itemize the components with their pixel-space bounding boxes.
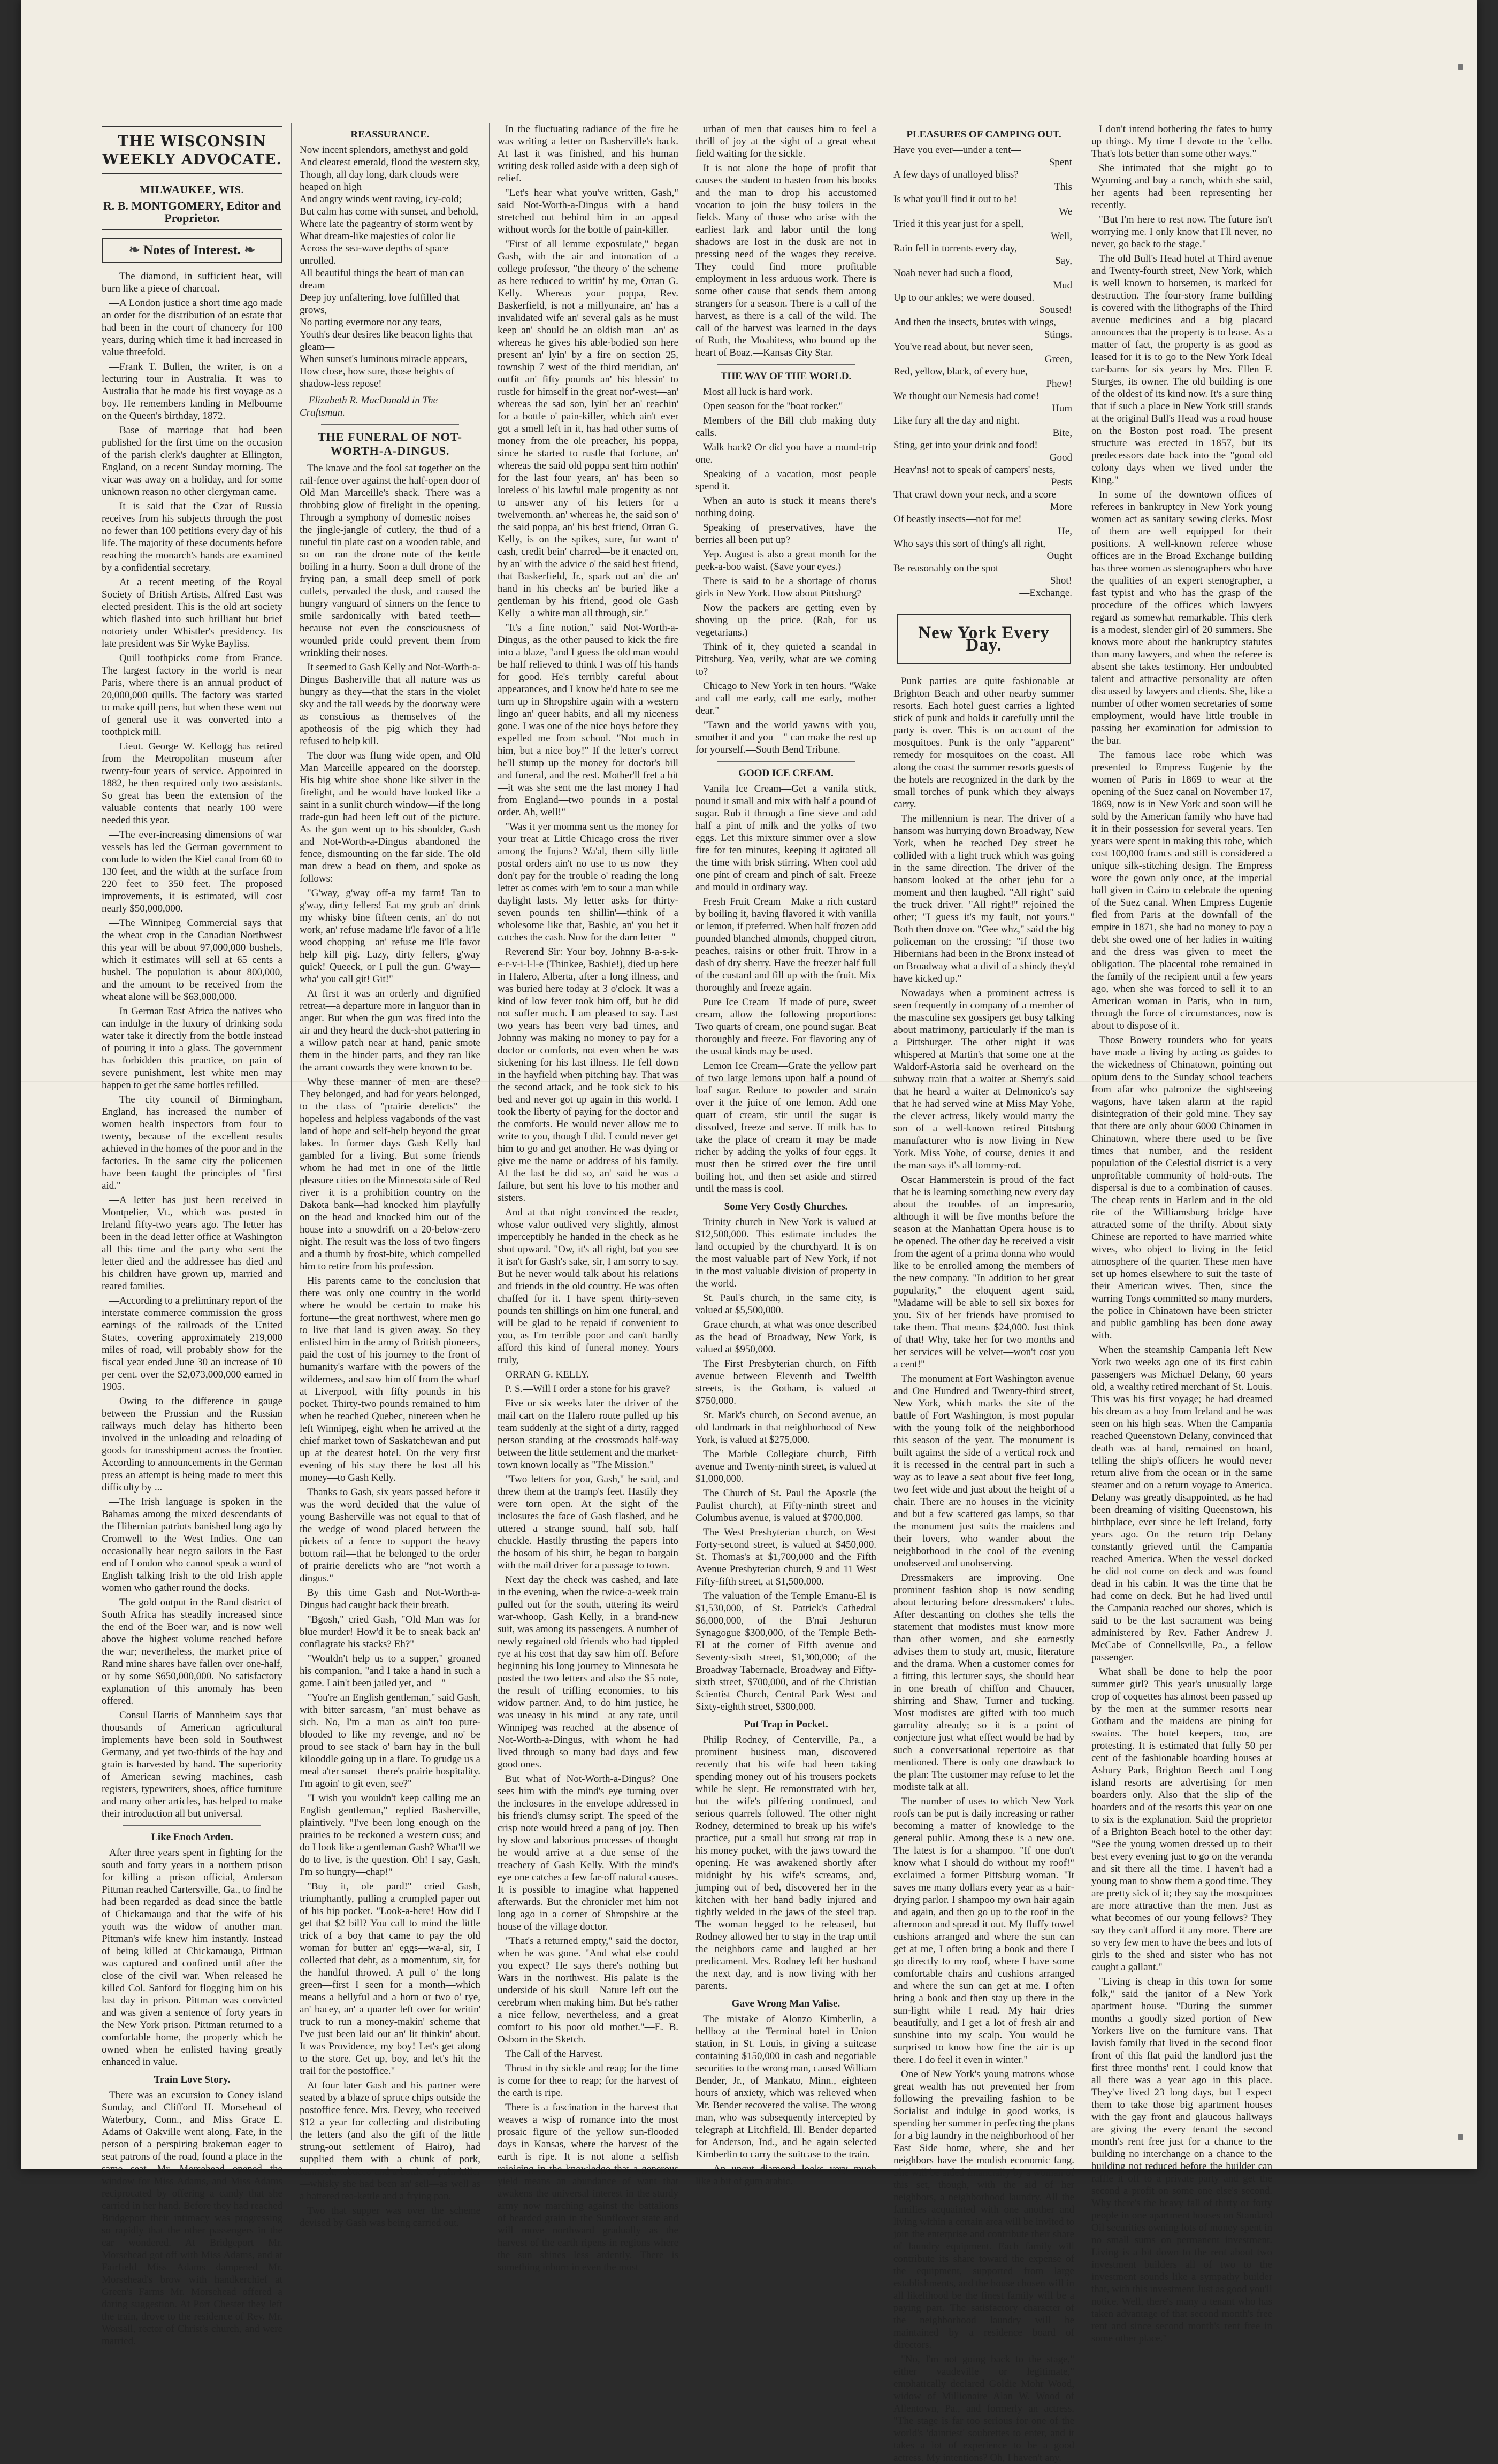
camping-line [893, 341, 1074, 353]
story-paragraph: Thrust in thy sickle and reap; for the time is come for thee to reap; for the harvest of the earth is ripe. [498, 2063, 678, 2099]
world-items [696, 386, 876, 756]
world-item: Speaking of a vacation, most people spend it. [696, 469, 876, 492]
divider [321, 424, 459, 425]
camping-line [893, 476, 1074, 488]
story-paragraph: —An uncut diamond looks very much like a bit of gum arabic. [696, 2163, 876, 2187]
ny-paragraph: She intimated that she might go to Wyoming and buy a ranch, which she said, her agents had been representing her recently. [1091, 163, 1272, 211]
trap-heading: Put Trap in Pocket. [744, 1719, 828, 1730]
camping-line-text: We thought our Nemesis had come! [893, 391, 1040, 402]
church-paragraph: St. Paul's church, in the same city, is valued at $5,500,000. [696, 1292, 876, 1316]
camping-rhyme-word: This [1054, 181, 1072, 193]
ny-paragraph: What shall be done to help the poor summer girl? This year's unusually large crop of coquettes has almost been passed up by the men at the summer resorts near Gotham and the maidens are pining for swains. The hotel keepers, too, are protesting. It is estimated that fully 50 per cent of the fashionable boarding houses at Asbury Park, Brighton Beech and Long island resorts are advertising for men boarders only. Also that the slip of the boarders and of the resorts this year on one to six is the explanation. Said the proprietor of a Brighton Beach hotel to the other day: "See the young women dressed up to their best every evening just to go on the veranda and sit there all the time. I haven't had a young man to show them a good time. They are pretty sick of it; they say the mosquitoes are more attractive than the men. Just as what becomes of our young fellows? They say they can't afford it any more. There are so very few men to have the bees and lots of girls to the shed and sister who has not caught a gallant." [1091, 1666, 1272, 1973]
church-paragraph: The Church of St. Paul the Apostle (the Paulist church), at Fifty-ninth street and Columbus avenue, is valued at $700,000. [696, 1488, 876, 1524]
ny-paragraph: Punk parties are quite fashionable at Brighton Beach and other nearby summer resorts. Each hotel guest carries a lighted stick of punk and holds it carefully until the party is over. This is on account of the mosquitoes. Punk is the only "apparent" remedy for mosquitoes on the coast. All along the coast the summer resorts guests of the hotels are recognized in the dark by the small torches of punk which they always carry. [893, 676, 1074, 810]
story-paragraph: Thanks to Gash, six years passed before it was the word decided that the value of young Basherville was not equal to that of the wedge of wood placed between the pickets of a fence to support the heavy bottom rail—that he belonged to the order of prairie derelicts who are "not worth a dingus." [300, 1487, 480, 1584]
world-item: Speaking of preservatives, have the berries all been put up? [696, 522, 876, 546]
ny-paragraph: When the steamship Campania left New York two weeks ago one of its first cabin passengers was Michael Delany, 60 years old, a wealthy retired merchant of St. Louis. This was his first voyage; he had dreamed his dream as a boy from Ireland and he was seen on his high seas. When the Campania reached Queenstown Delany, convinced that death was at hand, remained on board, telling the ship's officers he would never return alive from the ocean or in the same steamer and on a return voyage to America. Delany was greatly disappointed, as he had been dreaming of visiting Queenstown, his birthplace, ever since he left Ireland, forty years ago. On the return trip Delany constantly grieved until the Campania reached America. When the vessel docked he did not come on deck and was found dead in his cabin. It was the time that he had come on deck. But he had lived until the Campania reached our shores, which is said to be the last sacrament was being administered by Rev. Father Andrew J. McCabe of Connellsville, Pa., a fellow passenger. [1091, 1344, 1272, 1663]
ny-paragraph: Oscar Hammerstein is proud of the fact that he is learning something new every day about the troubles of an impresario, although it will be five months before the season at the Manhattan Opera house is to be opened. The other day he received a visit from the agent of a prima donna who would like to be enrolled among the members of the new company. "In addition to her great popularity," the eloquent agent said, "Madame will be able to sell six boxes for you. Six of her friends have promised to take them. That means $24,000. Just think of that! Why, take her for two months and her services will be velvet—won't cost you a cent!" [893, 1174, 1074, 1370]
poem-line: Where late the pageantry of storm went by [300, 218, 473, 229]
trap-text: Philip Rodney, of Centerville, Pa., a prominent business man, discovered recently that his wife had been taking spending money out of his trousers pockets while he slept. He remonstrated with her, but the wife's pilfering continued, and serious quarrels followed. The other night Rodney, determined to break up his wife's practice, put a small but strong rat trap in his money pocket, with the jaws toward the opening. He was awakened shortly after midnight by his wife's screams, and, jumping out of bed, discovered her in the kitchen with her hand badly injured and tightly welded in the jaws of the steel trap. The woman begged to be released, but Rodney allowed her to stay in the trap until the neighbors came and laughed at her predicament. Mrs. Rodney left her husband the next day, and is now living with her parents. [696, 1734, 876, 1992]
camping-line [893, 230, 1074, 242]
story-paragraph: urban of men that causes him to feel a thrill of joy at the sight of a great wheat field waiting for the sickle. [696, 124, 876, 159]
recipe-paragraph: Fresh Fruit Cream—Make a rich custard by boiling it, having flavored it with vanilla or lemon, if preferred. When half frozen add pounded blanched almonds, chopped citron, peaches, raisins or other fruit. Throw in a dash of dry sherry. Have the freezer half full of the custard and fill up with the fruit. Mix thoroughly and freeze again. [696, 896, 876, 993]
story-paragraph: There is a fascination in the harvest that weaves a wisp of romance into the most prosaic figure of the yellow sun-flooded days in Kansas, where the harvest of the earth is ripe. It is not alone a selfish rejoicing in the knowledge that a generous yield means an abundance of want that awakens the universal interest in the sturdy army now marching against the battalions of bearded grain in the Sunflower state and will move northward gradually as the harvest of the earth ripens in regions where the sun shines less ardently. There is something inborn in even the most [498, 2102, 678, 2273]
valise-heading: Gave Wrong Man Valise. [731, 1998, 840, 2009]
camping-line-text: Have you ever—under a tent— [893, 144, 1021, 156]
note-paragraph: —The Irish language is spoken in the Bahamas among the mixed descendants of the Hibernian patriots banished long ago by Cromwell to the West Indies. One can occasionally hear negro sailors in the East end of London who cannot speak a word of English talking Irish to the old Irish apple women who gather round the docks. [102, 1496, 282, 1594]
story-paragraph: "Let's hear what you've written, Gash," said Not-Worth-a-Dingus with a hand stretched out behind him in an appeal without words for the bottle of pain-killer. [498, 187, 678, 235]
camping-rhyme-word: Spent [1049, 157, 1072, 168]
story-paragraph: The mistake of Alonzo Kimberlin, a bellboy at the Terminal hotel in Union station, in St. Louis, in giving a suitcase containing $150,000 in cash and negotiable securities to the wrong man, caused William Bender, Jr., of Mankato, Minn., eighteen hours of anxiety, which was relieved when Mr. Bender recovered the valise. The wrong man, who was subsequently intercepted by telegraph at Litchfield, Ill. Bender departed for Anderson, Ind., and he again selected Kimberlin to carry the suitcase to the train. [696, 2014, 876, 2160]
ny-paragraph: The old Bull's Head hotel at Third avenue and Twenty-fourth street, New York, which is well known to horsemen, is marked for destruction. The four-story frame building is covered with the lithographs of the Third avenue medicines and a big placard announces that the property is to lease. As a matter of fact, the property is as good as leased for it is to go to the New York Ideal car-barns for six years by Mrs. Ellen F. Sturges, its owner. The old building is one of the oldest of its kind now. It's a sure thing that if such a place in New York still stands at the original Bull's Head was a road house on the Boston post road. The present structure was erected in 1857, but its predecessors date back into the "good old colony days when we lived under the King." [1091, 253, 1272, 486]
world-item: Think of it, they quieted a scandal in Pittsburg. Yea, verily, what are we coming to? [696, 641, 876, 677]
story-paragraph: "Two letters for you, Gash," he said, and threw them at the tramp's feet. Hastily they were torn open. At the sight of the inclosures the face of Gash flashed, and he uttered a strange sound, half sob, half chuckle. Hastily thrusting the papers into the bosom of his shirt, he began to bargain with the mail driver for a passage to town. [498, 1474, 678, 1571]
divider [123, 1825, 261, 1826]
churches-heading: Some Very Costly Churches. [724, 1201, 848, 1212]
world-item: When an auto is stuck it means there's nothing doing. [696, 495, 876, 519]
story-paragraph: "You're an English gentleman," said Gash, with bitter sarcasm, "an' must behave as sich. No, I'm a man as ain't too pure-blooded to like my revenge, and no' be proud to see stack o' barn hay in the bull kilooddle going up in a flare. To grudge us a meal a'ter sunset—there's prairie hospitality. I'm agoin' to git even, see?" [300, 1692, 480, 1789]
camping-line-text: Red, yellow, black, of every hue, [893, 366, 1028, 377]
story-paragraph: "First of all lemme expostulate," began Gash, with the air and intonation of a college professor, "the theory o' the scheme as here reduced to writin' by me, Orran G. Kelly. Whereas your poppa, Rev. Baskerfield, is not a millyunaire, an' has a invalidated wife an' several gals as he must keep an' should be an oldish man—an' as whereas he gives his able-bodied son here present an' lyin' by a fire on section 25, township 7 west of the third meridian, an' outfit an' fifty pounds an' his blessin' to rustle for himself in the great nor'-west—an' whereas the sad son, lyin' her an' reachin' for a bottle o' pain-killer, which ain't ever got a smell left in it, has had other sums of money from the ole preacher, his poppa, since he started to rustle that fortune, an' whereas the said old poppa sent him nothin' for the last four years, an' has been so loreless o' his lawful male progenity as not to answer any of his letters for a twelvemonth. an' whereas he, the said son o' the said poppa, an' his best friend, Orran G. Kelly, is on the spikes, sure, fur want o' cash, credit bein' charred—be it enacted on, by an' with the advice o' the said best friend, that Baskerfield, Jr., spark out an' die an' hand in his checks an' be buried like a gentleman by his friend, good ole Gash Kelly—a white man all through, sir." [498, 239, 678, 619]
camping-rhyme-word: Phew! [1046, 378, 1072, 389]
camping-line-text: Sting, get into your drink and food! [893, 440, 1038, 451]
camping-line [893, 439, 1074, 452]
ice-cream-recipes [696, 783, 876, 1195]
story-paragraph: "Wouldn't help us to a supper," groaned his companion, "and I take a hand in such a game. I ain't been jailed yet, and—" [300, 1653, 480, 1689]
story-paragraph: Reverend Sir: Your boy, Johnny B-a-s-k-e-r-v-i-l-l-e (Thinkee, Bashie!), died up here in Halero, Alberta, after a long illness, and was buried here today at 3 o'clock. It was a kind of low fever took him off, but he did not suffer much. I am pleased to say. Last two years has been very bad times, and Johnny was making no money to pay for a doctor or comforts, not even when he was sickening for his last illness. He fell down in the hayfield when pitching hay. That was the second attack, and he took sick to his bed and never got up again in this world. I took the liberty of paying for the doctor and the comforts. He would never allow me to write to you, though I did. I could never get him to go and get another. He was dying or give me the name or address of his family. At the last he did so, an' said he was a failure, but sent his love to his mother and sisters. [498, 946, 678, 1204]
story-paragraph: Two that supper was over the scheme devised by Gash was being carried out. [300, 2205, 480, 2229]
note-paragraph: —It is said that the Czar of Russia receives from his subjects through the post no fewer than 100 petitions every day of his life. The majority of these documents before reaching the monarch's hands are examined by a confidential secretary. [102, 501, 282, 573]
story-paragraph: His parents came to the conclusion that there was only one country in the world where he would be certain to make his fortune—the great northwest, where men go to live that land is given away. So they enlisted him in the army of British pioneers, paid the cost of his journey to the front of humanity's warfare with the powers of the wilderness, and saw him off from the wharf at Liverpool, with fifty pounds in his pocket. Thirty-two pounds remained to him when he reached Quebec, nineteen when he left Winnipeg, eight when he arrived at the chief market town of Saskatchewan and put up at the dearest hotel. On the very first evening of his stay there he lost all his money—to Gash Kelly. [300, 1275, 480, 1483]
recipe-paragraph: Vanila Ice Cream—Get a vanila stick, pound it small and mix with half a pound of sugar. Rub it through a fine sieve and add half a pint of milk and the yolks of two eggs. Let this mixture simmer over a slow fire for ten minutes, keeping it agitated all the time with brisk stirring. When cool add one pint of cream and pinch of salt. Freeze and mould in ordinary way. [696, 783, 876, 893]
divider [717, 364, 855, 365]
poem-line: When sunset's luminous miracle appears, [300, 354, 468, 365]
ornament-icon: ❧ [241, 243, 256, 257]
corner-mark [1458, 64, 1463, 70]
reassurance-poem [300, 144, 480, 390]
ornament-icon: ❧ [128, 243, 143, 257]
camping-line [893, 538, 1074, 550]
world-heading: THE WAY OF THE WORLD. [720, 371, 852, 382]
story-paragraph: ORRAN G. KELLY. [505, 1369, 590, 1380]
camping-rhyme-word: Shot! [1050, 575, 1072, 586]
corner-mark [1458, 2134, 1463, 2140]
note-paragraph: —Consul Harris of Mannheim says that thousands of American agricultural implements have been sold in Southwest Germany, and yet two-thirds of the hay and grain is harvested by hand. The superiority of American sewing machines, cash registers, typewriters, shoes, office furniture and many other articles, has helped to make their introduction all but universal. [102, 1710, 282, 1819]
note-paragraph: —Lieut. George W. Kellogg has retired from the Metropolitan museum after twenty-four years of service. Appointed in 1882, he then required only two assistants. So great has been the extension of the valuable contents that nearly 100 were needed this year. [102, 741, 282, 826]
poem-line: Youth's dear desires like beacon lights that gleam— [300, 329, 473, 353]
poem-attribution: —Elizabeth R. MacDonald in The Craftsman. [300, 395, 438, 418]
camping-rhyme-word: Bite, [1052, 427, 1072, 439]
camping-line [893, 242, 1074, 255]
camping-line [893, 316, 1074, 328]
camping-line [893, 353, 1074, 365]
story-paragraph: And at that night convinced the reader, whose valor outlived very slightly, almost imperceptibly he handed in the check as he shot upward. "Ow, it's all right, but you see it isn't for Gash's sake, sir, I am sorry to say. But he never would talk about his relations and friends in the old country. He was often chaffed for it. I have spent thirty-seven pounds ten shillings on him one funeral, and will be glad to be repaid if convenient to you, as I'm terrible poor and can't hardly afford this kind of funeral money. Yours truly, [498, 1207, 678, 1366]
camping-rhyme-word: Ought [1046, 550, 1072, 562]
camping-line [893, 304, 1074, 316]
camping-rhyme-word: He, [1058, 526, 1072, 537]
funeral-story-continued [498, 123, 678, 2274]
camping-rhyme-word: Green, [1044, 354, 1072, 365]
world-item: Now the packers are getting even by shoving up the price. (Rah, for us vegetarians.) [696, 602, 876, 638]
story-paragraph: "It's a fine notion," said Not-Worth-a-Dingus, as the other paused to kick the fire into a blaze, "and I guess the old man would be half relieved to think I was off his hands for good. He's terribly careful about appearances, and I know he'd hate to see me turn up in Shropshire again with a western lingo an' queer habits, and all my niceness gone. I was one of the nice boys before they expelled me from school. "Not much in him, but a nice boy!" If the letter's correct he'll stump up the money for doctor's bill and funeral, and the rest. Mother'll fret a bit—it was she sent me the last money I had from England—two pounds in a postal order. Ah, well!" [498, 622, 678, 818]
column-1 [102, 123, 282, 2347]
camping-line [893, 193, 1074, 205]
column-3 [498, 123, 678, 2273]
camping-line [893, 218, 1074, 230]
camping-heading: PLEASURES OF CAMPING OUT. [906, 129, 1061, 140]
camping-line [893, 427, 1074, 439]
camping-rhyme-word: Say, [1054, 255, 1072, 266]
column-rule [291, 123, 292, 2140]
camping-rhyme-word: We [1059, 206, 1072, 217]
camping-line [893, 525, 1074, 538]
recipe-paragraph: Lemon Ice Cream—Grate the yellow part of two large lemons upon half a pound of loaf sugar. Reduce to powder and strain over it the juice of one lemon. Add one quart of cream, stir until the sugar is dissolved, freeze and serve. If milk has to take the place of cream it may be made richer by adding the yolks of four eggs. It must then be stirred over the fire until boiling hot, and then set aside and stirred until the mass is cool. [696, 1060, 876, 1195]
ny-paragraph: The millennium is near. The driver of a hansom was hurrying down Broadway, New York, when he reached Dey street he collided with a light truck which was going in the same direction. The driver of the hansom looked at the other jehu for a moment and then laughed. "All right" said the truck driver. "All right!" rejoined the other; "I guess it's my fault, not yours." Both then drove on. "Gee whz," said the big policeman on the crossing; "if those two Hibernians had been in the Bronx instead of on Broadway what a divil of a shindy they'd have kicked up." [893, 813, 1074, 984]
camping-line-text: Tried it this year just for a spell, [893, 218, 1024, 229]
camping-poem [893, 144, 1074, 599]
note-paragraph: —Owing to the difference in gauge between the Prussian and the Russian railways much delay has hitherto been involved in the unloading and reloading of goods for transshipment across the frontier. According to announcements in the German press an attempt is being made to meet this difficulty by ... [102, 1396, 282, 1493]
world-item: Yep. August is also a great month for the peek-a-boo waist. (Save your eyes.) [696, 549, 876, 572]
camping-line [893, 452, 1074, 464]
story-paragraph: The door was flung wide open, and Old Man Marceille appeared on the doorstep. His big white shoe shone like silver in the firelight, and he would have looked like a saint in a sunlit church window—if the long trade-gun had been left out of the picture. As the gun went up to his shoulder, Gash and Not-Worth-a-Dingus abandoned the fence, dismounting on the far side. The old man drew a bead on them, and spoke as follows: [300, 750, 480, 884]
ny-paragraph: One of New York's young matrons whose great wealth has not prevented her from following the prevailing fashion to be Socialist and indulge in good works, is spending her summer in perfecting the plans for a big laundry in the neighborhood of her East Side home, where, she and her neighbors have the modish economic fang. She will be aided financially by a woman of this set, though, with the aid of her neighbors, a neighborhood laundry. All the families acquainted with one another and living within a certain area will be invited to join the enterprise and contribute their share of laundry equipment. Each family will contribute its share toward the expense of the equipment, supported from large establishments, and the house chosen will in all likelihood be the finest family will be a paying part. The satisfactory character of the neighborhood laundry will be maintained by a residence board of directors. [893, 2069, 1074, 2351]
world-item: Walk back? Or did you have a round-trip one. [696, 442, 876, 465]
church-paragraph: The valuation of the Temple Emanu-El is $1,530,000, of St. Patrick's Cathedral $6,000,000, of the B'nai Jeshurun Synagogue $300,000, of the Temple Beth-El at the corner of Fifth avenue and Seventy-sixth street, $1,300,000; of the Broadway Tabernacle, Broadway and Fifty-sixth street, $700,000, and of the Christian Scientist Church, Central Park West and Sixty-eighth street, $300,000. [696, 1590, 876, 1712]
masthead-title: THE WISCONSIN WEEKLY ADVOCATE. [102, 126, 282, 175]
camping-rhyme-word: Pests [1051, 477, 1072, 488]
arden-text: After three years spent in fighting for the south and forty years in a northern prison for killing a prison official, Anderson Pittman reached Cartersville, Ga., to find he had been regarded as dead since the battle of Chickamauga and that the wife of his youth was the widow of another man. Pittman's wife knew him instantly. Instead of being killed at Chickamauga, Pittman was captured and confined until after the close of the civil war. When released he killed Col. Sanford for flogging him on his last day in prison. Pittman was convicted and was given a sentence of forty years in the New York prison. Pittman returned to a comfortable home, the property which he owned when he enlisted having greatly enhanced in value. [102, 1847, 282, 2068]
camping-line [893, 464, 1074, 476]
masthead-city: MILWAUKEE, WIS. [140, 184, 244, 196]
masthead-editor: R. B. MONTGOMERY, Editor and Proprietor. [102, 200, 282, 231]
recipe-paragraph: Pure Ice Cream—If made of pure, sweet cream, allow the following proportions: Two quarts of cream, one pound sugar. Beat thoroughly and freeze. For flavoring any of the usual kinds may be used. [696, 997, 876, 1057]
column-2 [300, 123, 480, 2229]
note-paragraph: —According to a preliminary report of the interstate commerce commission the gross earnings of the railroads of the United States, covering approximately 219,000 miles of road, will probably show for the fiscal year ended June 30 an increase of 10 per cent. over the $2,073,000,000 earned in 1905. [102, 1295, 282, 1392]
church-paragraph: Grace church, at what was once described as the head of Broadway, New York, is valued at $950,000. [696, 1319, 876, 1355]
new-york-items-continued [1091, 123, 1272, 2345]
divider [717, 761, 855, 762]
note-paragraph: —The gold output in the Rand district of South Africa has steadily increased since the end of the Boer war, and is now well above the highest volume reached before the war; nevertheless, the market price of Rand mine shares have fallen over one-half, or by some $650,000,000. No satisfactory explanation of this anomaly has been offered. [102, 1597, 282, 1707]
world-item: Chicago to New York in ten hours. "Wake and call me early, call me early, mother dear." [696, 680, 876, 716]
camping-line [893, 415, 1074, 427]
camping-line [893, 378, 1074, 390]
camping-line [893, 513, 1074, 525]
notes-list [102, 270, 282, 1820]
camping-rhyme-word: Good [1049, 452, 1072, 463]
note-paragraph: —The city council of Birmingham, England, has increased the number of women health inspectors from four to twenty, because of the excellent results achieved in the homes of the poor and in the factories. In the same city the policemen have been taught the principles of "first aid." [102, 1094, 282, 1191]
new-york-every-day-heading: New York Every Day. [918, 623, 1050, 655]
camping-rhyme-word: Soused! [1039, 304, 1072, 316]
camping-line [893, 156, 1074, 169]
story-paragraph: Why these manner of men are these? They belonged, and had for years belonged, to the class of "prairie derelicts"—the hopeless and helpless vagabonds of the vast land of hope and self-help beyond the great lakes. In former days Gash Kelly had gambled for a living. But some friends whom he had met in one of the little pleasure cities on the Minnesota side of Red river—it is a prohibition country on the Dakota bank—had knocked him playfully on the head and knocked him out of the house into a snowdrift on a 20-below-zero night. The result was the loss of two fingers and a thumb by frost-bite, which compelled him to retire from his profession. [300, 1076, 480, 1272]
story-paragraph: At first it was an orderly and dignified retreat—a departure more in languor than in anger. But when the gun was fired into the air and they heard the duck-shot pattering in a willow patch near at hand, panic smote them in the hinder parts, and they ran like the arrant cowards they were known to be. [300, 988, 480, 1073]
ny-paragraph: I don't intend bothering the fates to hurry up things. My time I devote to the 'cello. That's lots better than some other ways." [1091, 124, 1272, 159]
notes-heading: Notes of Interest. [143, 243, 241, 257]
poem-line: And clearest emerald, flood the western sky, [300, 157, 480, 168]
story-paragraph: Five or six weeks later the driver of the mail cart on the Halero route pulled up his team suddenly at the sight of a dirty, ragged person standing at the crossroads half-way between the little settlement and the market-town known locally as "The Mission." [498, 1398, 678, 1471]
ny-paragraph: Nowadays when a prominent actress is seen frequently in company of a member of the masculine sex gossipers get busy talking about matrimony, particularly if the man is a Pittsburger. The other night it was whispered at Martin's that some one at the Waldorf-Astoria said he overheard on the subway train that a waiter at Sherry's said that he heard a waiter at Delmonico's say that he had served wine at Miss May Yohe, the clever actress, likely would marry the son of a well-known retired Pittsburg manufacturer who is now living in New York. Miss Yohe, of course, denies it and the man says it's all tommy-rot. [893, 988, 1074, 1171]
poem-line: Across the sea-wave depths of space unrolled. [300, 243, 449, 266]
camping-line-text: Like fury all the day and night. [893, 415, 1020, 426]
notes-banner [102, 238, 282, 263]
world-item: Open season for the "boat rocker." [703, 401, 843, 412]
camping-line [893, 255, 1074, 267]
church-paragraph: The West Presbyterian church, on West Forty-second street, is valued at $450,000. St. Thomas's at $1,700,000 and the Fifth Avenue Presbyterian church, 9 and 11 West Fifty-fifth street, at $1,500,000. [696, 1527, 876, 1587]
story-paragraph: It seemed to Gash Kelly and Not-Worth-a-Dingus Basherville that all nature was as hungry as they—that the stars in the violet sky and the tall weeds by the doorway were as conscious as themselves of the apotheosis of the pig which they had refused to help kill. [300, 662, 480, 747]
camping-line [893, 402, 1074, 415]
ice-cream-heading: GOOD ICE CREAM. [738, 768, 834, 779]
story-paragraph: "Bgosh," cried Gash, "Old Man was for blue murder! How'd it be to sneak back an' conflagrate his stacks? Eh?" [300, 1614, 480, 1650]
camping-line [893, 550, 1074, 562]
church-paragraph: St. Mark's church, on Second avenue, an old landmark in that neighborhood of New York, is valued at $275,000. [696, 1410, 876, 1445]
ny-paragraph: Dressmakers are improving. One prominent fashion shop is now sending about lecturing before dressmakers' clubs. After descanting on clothes she tells the statement that modistes must know more than other women, and she earnestly advises them to study art, music, literature and the drama. When a customer comes for a fitting, this lecturer says, she should hear in one breath of chiffon and Chaucer, shirring and Shaw, Turner and tucking. Most modistes are gifted with too much garrulity already; so it is a point of conjecture just what effect would be had by such a conversational repertoire as that mentioned. There is only one drawback to the plan: The customer may refuse to let the modiste talk at all. [893, 1572, 1074, 1793]
camping-line [893, 390, 1074, 402]
poem-line: Now incent splendors, amethyst and gold [300, 144, 468, 156]
camping-line [893, 279, 1074, 292]
camping-line-text: And then the insects, brutes with wings, [893, 317, 1056, 328]
camping-line [893, 205, 1074, 218]
column-5 [893, 123, 1074, 2463]
story-paragraph: It is not alone the hope of profit that causes the student to hasten from his books and the man to drop his accustomed vocation to join the busy toilers in the fields. Many of those who arise with the earliest lark and labor until the long shadows are lost in the dusk are not in pressing need of the wages they receive. They could find more profitable employment in less arduous work. There is some other cause that sends them among strangers for a season. There is a call of the harvest, as there is a call of the wild. The call of the harvest was learned in the days of Ruth, the Moabitess, who bound up the heart of Boaz.—Kansas City Star. [696, 163, 876, 358]
funeral-heading: THE FUNERAL OF NOT-WORTH-A-DINGUS. [318, 430, 462, 457]
poem-line: But calm has come with sunset, and behold, [300, 206, 479, 217]
note-paragraph: —In German East Africa the natives who can indulge in the luxury of drinking soda water take it directly from the bottle instead of pouring it into a glass. The government has forbidden this practice, on pain of severe punishment, lest white men may happen to get the same bottles refilled. [102, 1006, 282, 1091]
new-york-items [893, 675, 1074, 2464]
world-item: There is said to be a shortage of chorus girls in New York. How about Pittsburg? [696, 576, 876, 599]
camping-line [893, 488, 1074, 501]
ny-paragraph: "Living is cheap in this town for some folk," said the janitor of a New York apartment house. "During the summer months a goodly sized portion of New Yorkers live on the furniture vans. That lavish family that lived in the second floor front of this flat paid the landlord just the first three months' rent. I could know that all there was a year ago in this place. They've lived 23 long days, but I expect them to take those big apartment houses with the gay front and glaucous hallways are giving the every tenant the second month's rent free just for a chance to the building no interchange on a chance to the building not reduced before the builder can raffle it off to a private party and get the second a profit on some one else's second. Why there's the heavy fall of thirty or forty people in one apartment houses on Standard Oil securities owning lots of money spent in no small sums on permanent investment. Living is a bit down to the rent about two investment builders all of two to the investment sounds like a sympathy builder that, with this investment Just as good you'll notice. Well, there's many a tenant who has taken advantage of that second month's free rent and since second month's rent free in some other place." [1091, 1976, 1272, 2344]
train-text: There was an excursion to Coney island Sunday, and Clifford H. Morsehead of Waterbury, Conn., and Miss Grace E. Adams of Oakville went along. Fate, in the person of a perspiring brakeman eager to seat patrons of the road, found a place in the same seat. Mr. Morsehead opened the window for Miss Adams, and Miss Adams reciprocated by offering a candy that she carried in her hand. Before they had reached Bridgeport their intimacy was progressing so rapidly that the other passengers in the car wondered. At Bridgeport Mr. Morsehead got off with Miss Adams, and at Fairfield Miss Adams dampened Mr. Morsehead's brow with handkerchief at Green's Farms Mr. Morsehead offered a daring suggestion. At Port Chester they left the train, drove to the residence of Rev. Mr. Worsall, rector of Christ's church, and were married. [102, 2090, 282, 2347]
poem-line: How close, how sure, those heights of shadow-less repose! [300, 366, 455, 389]
camping-line [893, 169, 1074, 181]
story-paragraph: In the fluctuating radiance of the fire he was writing a letter on Basherville's back. At last it was finished, and his human writing desk rolled aside with a deep sigh of relief. [498, 124, 678, 184]
poem-line: What dream-like majesties of color lie [300, 231, 456, 242]
camping-line-text: You've read about, but never seen, [893, 341, 1033, 353]
note-paragraph: —Base of marriage that had been published for the first time on the occasion of the parish clerk's daughter at Ellington, England, on a recent Sunday morning. The vicar was away on a holiday, and for some unknown reason no other clergyman came. [102, 425, 282, 498]
story-paragraph: "G'way, g'way off-a my farm! Tan to g'way, dirty fellers! Eat my grub an' drink my whisky bine fifteen cents, an' do not work, an' refuse madame li'le favor of a li'le wood chopping—an' refuse me li'le favor help kill pig. Lazy, dirty fellers, g'way quick! Queeck, or I pull the gun. G'way—wha' you call git! Git!" [300, 887, 480, 985]
poem-line: And angry winds went raving, icy-cold; [300, 194, 462, 205]
camping-line [893, 501, 1074, 513]
valise-story [696, 2013, 876, 2187]
note-paragraph: —Quill toothpicks come from France. The largest factory in the world is near Paris, where there is an annual product of 20,000,000 quills. The factory was started to make quill pens, but when these went out of general use it was converted into a toothpick mill. [102, 653, 282, 738]
camping-line-text: Heav'ns! not to speak of campers' nests, [893, 464, 1056, 476]
ny-paragraph: The number of uses to which New York roofs can be put is daily increasing or rather becoming a matter of knowledge to the general public. Among these is a new one. The latest is for a shampoo. "If one don't know what I should do without my roof!" exclaimed a former Pittsburg woman. "It saves me many dollars every year as a hair-drying parlor. I shampoo my own hair again and again, and then go up to the roof in the afternoon and spread it out. My fluffy towel cushions arranged and where the sun can get at me, I often bring a book and there I go directly to my roof, where I have some comfortable chairs and cushions arranged and where the sun can get at me. I often bring a book and then stay up there in the sun-light while I read. My hair dries beautifully, and I get a lot of fresh air and sunshine into my scalp. You would be surprised to know how fine the air is up there. I do feel it even in winter." [893, 1796, 1074, 2065]
note-paragraph: —At a recent meeting of the Royal Society of British Artists, Alfred East was elected president. This is the old art society which flashed into such brilliant but brief notoriety under Whistler's presidency. Its late president was Sir Wyke Bayliss. [102, 577, 282, 649]
world-item: Most all luck is hard work. [703, 386, 813, 397]
camping-line-text: Rain fell in torrents every day, [893, 243, 1017, 254]
camping-line-text: Up to our ankles; we were doused. [893, 292, 1035, 303]
note-paragraph: —A London justice a short time ago made an order for the distribution of an estate that had been in the court of chancery for 100 years, during which time it had increased in value threefold. [102, 297, 282, 358]
camping-line [893, 562, 1074, 575]
poem-line: Though, all day long, dark clouds were heaped on high [300, 169, 459, 193]
camping-line-text: Noah never had such a flood, [893, 267, 1013, 279]
world-item: Members of the Bill club making duty calls. [696, 415, 876, 439]
poem-line: Deep joy unfaltering, love fulfilled that grows, [300, 292, 460, 316]
camping-rhyme-word: Hum [1052, 403, 1072, 414]
camping-line-text: A few days of unalloyed bliss? [893, 169, 1019, 180]
story-paragraph: "I wish you wouldn't keep calling me an English gentleman," replied Basherville, plaintively. "I've been long enough on the prairies to be reckoned a western cuss; and do I look like a gentleman Gash? What'll we do to live, is the question. Oh! I say, Gash, I'm so hungry—chap!" [300, 1793, 480, 1878]
story-paragraph: At four later Gash and his partner were seated by a blaze of spruce chips outside the postoffice fence. Mrs. Devey, who received $12 a year for collecting and distributing the letters (and also the gift of the little strung-out settlement of Hairo), had supplied them with a chunk of pork, bannock, tobacco and a bottle of pain-killer—whisky she had been an' sell—as well as a battered tea-kettle and a frying pan. [300, 2080, 480, 2202]
camping-line [893, 181, 1074, 193]
camping-rhyme-word: Well, [1050, 231, 1072, 242]
note-paragraph: —Frank T. Bullen, the writer, is on a lecturing tour in Australia. It was to Australia that he made his first voyage as a boy. He remembers landing in Melbourne on the Queen's birthday, 1872. [102, 361, 282, 422]
world-item: "Tawn and the world yawns with you, smother it and you—" can make the rest up for yourself.—South Bend Tribune. [696, 720, 876, 755]
camping-line-text: Be reasonably on the spot [893, 563, 999, 574]
story-paragraph: The Call of the Harvest. [505, 2048, 603, 2060]
ny-paragraph: In some of the downtown offices of referees in bankruptcy in New York young women act as sanitary sewing clerks. Most of them are well equipped for their positions. A well-known referee whose offices are in the Broad Exchange building has three women as stenographers who have the qualities of an expert stenographer, a fast typist and who has the grasp of the procedure of the offices which lawyers regard as somewhat remarkable. This clerk is a modest, slender girl of 20 summers. She knows more about the bankruptcy statutes than many lawyers, and when the referee is absent she takes testimony. Her undoubted talent and attractive personality are often discussed by lawyers and clients. She, like a number of other women secretaries of some employment, would have little trouble in passing her examination for admission to the bar. [1091, 489, 1272, 746]
train-heading: Train Love Story. [154, 2074, 231, 2085]
funeral-story [300, 462, 480, 2229]
column-rule [489, 123, 490, 2140]
camping-rhyme-word: —Exchange. [1019, 587, 1072, 599]
ny-paragraph: "But I'm here to rest now. The future isn't worrying me. I only know that I'll never, no never, go back to the stage." [1091, 214, 1272, 250]
ny-paragraph: The famous lace robe which was presented to Empress Eugenie by the women of Paris in 1869 to wear at the opening of the Suez canal on November 17, 1869, now is in New York and soon will be sold by the American family who have had it in their possession for several years. Ten years were spent in making this robe, which cost 100,000 francs and still is considered a unique silk-stitching design. The Empress wore the gown only once, at the imperial ball given in Cairo to celebrate the opening of the Suez canal. When Empress Eugenie fled from Paris at the downfall of the empire in 1871, she had no money to pay a debt she owed one of her ladies in waiting and the dress was given to meet the obligation. The placental robe remained in the family of the recipient until a few years ago, when she was forced to sell it to an American woman in Paris, who in turn, through the force of circumstances, now is about to dispose of it. [1091, 749, 1272, 1031]
camping-rhyme-word: Mud [1053, 280, 1072, 291]
ny-paragraph: Those Bowery rounders who for years have made a living by acting as guides to the wickedness of Chinatown, pointing out opium dens to the Sunday school teachers from afar who patronize the sightseeing wagons, have taken alarm at the rapid disintegration of their gold mine. They say that there are only about 6000 Chinamen in Chinatown, where there used to be five times that number, and the resident population of the Celestial district is a very unprofitable community of hold-outs. The dispersal is due to a combination of causes. The cheap rents in Harlem and in the old rite of the Williamsburg bridge have attracted some of the thrifty. About sixty Chinese are reported to have married white wives, who object to living in the fetid atmosphere of the quarter. These men have set up homes elsewhere to suit the taste of their American wives. Then, since the warring Tongs committed so many murders, the police in Chinatown have been stricter and public gambling has been done away with. [1091, 1035, 1272, 1341]
new-york-every-day-banner [897, 614, 1071, 664]
church-paragraph: Trinity church in New York is valued at $12,500,000. This estimate includes the land occupied by the churchyard. It is on the most valuable part of New York, if not in the most valuable division of property in the world. [696, 1216, 876, 1289]
ny-paragraph: "No, I'm not going back to the stage," either vaudeville or legitimate," emphatically declared Goldie Mohr Wood, widow of Millionaire Alan W. Wood of Allentown, Pa., and formerly an actress. "The stage is far too serious for one of the world's 'daintiest' soubrettes to enter, and it takes a lot of experience to be a good actress. My intentions? Oh, I haven't any. [893, 2354, 1074, 2463]
story-paragraph: By this time Gash and Not-Worth-a-Dingus had caught back their breath. [300, 1587, 480, 1611]
ny-paragraph: The monument at Fort Washington avenue and One Hundred and Twenty-third street, New York, which marks the site of the battle of Fort Washington, is most popular with the young folk of the neighborhood this season of the year. The monument is built against the side of a vertical rock and it is recessed in the central part in such a way as to leave a seat about five feet long, two feet wide and just about the height of a chair. There are no houses in the vicinity and but a few scattered gas lamps, so that the monument just suits the maidens and their lovers, who wander about the neighborhood in the cool of the evening unobserved and unobserving. [893, 1373, 1074, 1569]
page-columns [102, 123, 1428, 2463]
camping-line [893, 144, 1074, 156]
story-paragraph: "Buy it, ole pard!" cried Gash, triumphantly, pulling a crumpled paper out of his hip pocket. "Look-a-here! How did I get that $2 bill? You call to mind the little trick of a boy that came to pay the old woman for butter an' eggs—wa-al, sir, I collected that debt, as a momentum, sir, for the handful throwed. A pull o' the long green—first I seen for a month—which means a bellyful and a horn or two o' rye, an' bacey, an' a quarter left over for writin' truck to run a money-makin' scheme that I've just been laid out an' lit thinkin' about. It was Providence, my boy! Let's get along to the store. Get up, boy, and let's hit the trail for the postoffice." [300, 1881, 480, 2077]
poem-line: No parting evermore nor any tears, [300, 317, 442, 328]
poem-line: All beautiful things the heart of man can dream— [300, 267, 464, 291]
note-paragraph: —The diamond, in sufficient heat, will burn like a piece of charcoal. [102, 271, 282, 294]
camping-line [893, 365, 1074, 378]
camping-line-text: That crawl down your neck, and a score [893, 489, 1056, 500]
reassurance-heading: REASSURANCE. [350, 129, 430, 140]
story-paragraph: The knave and the fool sat together on the rail-fence over against the half-open door of Old Man Marceille's shack. There was a throbbing glow of firelight in the opening. Through a symphony of domestic noises—the jingle-jangle of cutlery, the thud of a tuneful tin plate cast on a wooden table, and so on—ran the drone note of the kettle boiling in a hurry. Soon a dull drone of the frying pan, a small deep smell of pork cutlets, pervaded the dusk, and caused the hungry vanguard of sinners on the fence to smile sardonically with bated teeth—because not even the consciousness of wounded pride could prevent them from wrinkling their noses. [300, 463, 480, 659]
note-paragraph: —A letter has just been received in Montpelier, Vt., which was posted in Ireland fifty-two years ago. The letter has been in the dead letter office at Washington all this time and the party who sent the letter died and the addressee has died and his children have grown up, married and reared families. [102, 1195, 282, 1292]
story-paragraph: But what of Not-Worth-a-Dingus? One sees him with the mind's eye turning over the inclosures in the envelope addressed in his friend's clumsy script. The speed of the crisp note would breed a pang of joy. Then by slow and laborious processes of thought he would arrive at a due sense of the treachery of Gash Kelly. With the mind's eye one catches a few far-off natural causes. It is possible to imagine what happened afterwards. But the chronicler met him not long ago in a corner of Shropshire at the house of the village doctor. [498, 1773, 678, 1932]
church-paragraph: The Marble Collegiate church, Fifth avenue and Twenty-ninth street, is valued at $1,000,000. [696, 1449, 876, 1484]
newspaper-page [21, 0, 1477, 2463]
camping-line [893, 575, 1074, 587]
note-paragraph: —The ever-increasing dimensions of war vessels has led the German government to conclude to widen the Kiel canal from 60 to 130 feet, and the width at the surface from 220 feet to 350 feet. The proposed improvements, it is estimated, will cost nearly $50,000,000. [102, 829, 282, 914]
harvest-story-continued [696, 123, 876, 359]
churches-story [696, 1216, 876, 1713]
story-paragraph: P. S.—Will I order a stone for his grave? [505, 1383, 670, 1395]
column-4 [696, 123, 876, 2187]
camping-rhyme-word: More [1050, 501, 1072, 512]
camping-line [893, 267, 1074, 279]
camping-rhyme-word: Stings. [1044, 329, 1072, 340]
camping-line [893, 587, 1074, 599]
column-6 [1091, 123, 1272, 2344]
church-paragraph: The First Presbyterian church, on Fifth avenue between Eleventh and Twelfth streets, is the Gotham, is valued at $750,000. [696, 1358, 876, 1406]
camping-line-text: Is what you'll find it out to be! [893, 194, 1017, 205]
camping-line-text: Of beastly insects—not for me! [893, 514, 1022, 525]
camping-line-text: Who says this sort of thing's all right, [893, 538, 1046, 549]
arden-heading: Like Enoch Arden. [151, 1832, 233, 1843]
note-paragraph: —The Winnipeg Commercial says that the wheat crop in the Canadian Northwest this year will be about 97,000,000 bushels, which it estimates will sell at 65 cents a bushel. The population is about 800,000, and the amount to be received from the wheat alone will be $63,000,000. [102, 917, 282, 1003]
story-paragraph: Next day the check was cashed, and late in the evening, when the twice-a-week train pulled out for the south, uttering its weird war-whoop, Gash Kelly, in a brand-new suit, was among its passengers. A number of newly regained old friends who had tippled rye at his cost that day saw him off. Before beginning his long journey to Minnesota he posted the two letters and also the $5 note, the result of trifling economies, to his widow partner. And, to do him justice, he was uneasy in his mind—at any rate, until Winnipeg was reached—at the absence of Not-Worth-a-Dingus, with whom he had lived through so many bad days and few good ones. [498, 1574, 678, 1770]
camping-line [893, 328, 1074, 341]
story-paragraph: "Was it yer momma sent us the money for your treat at Little Chicago cross the river among the Injuns? Wa'al, them silly little postal orders ain't no use to us now—they don't pay for the trouble o' reading the long letter as comes with 'em to sour a man while daylight lasts. My letter asks for thirty-seven pounds ten shillin'—think of a wholesome like that, Bashie, an' you bet it catches the cash. Now for the darn letter—" [498, 821, 678, 943]
camping-line [893, 292, 1074, 304]
story-paragraph: "That's a returned empty," said the doctor, when he was gone. "And what else could you expect? He says there's nothing but Wars in the northwest. His palate is the underside of his skull—Nature left out the cerebrum when making him. But he's rather a nice fellow, nevertheless, and a great comfort to his poor old mother."—E. B. Osborn in the Sketch. [498, 1935, 678, 2045]
